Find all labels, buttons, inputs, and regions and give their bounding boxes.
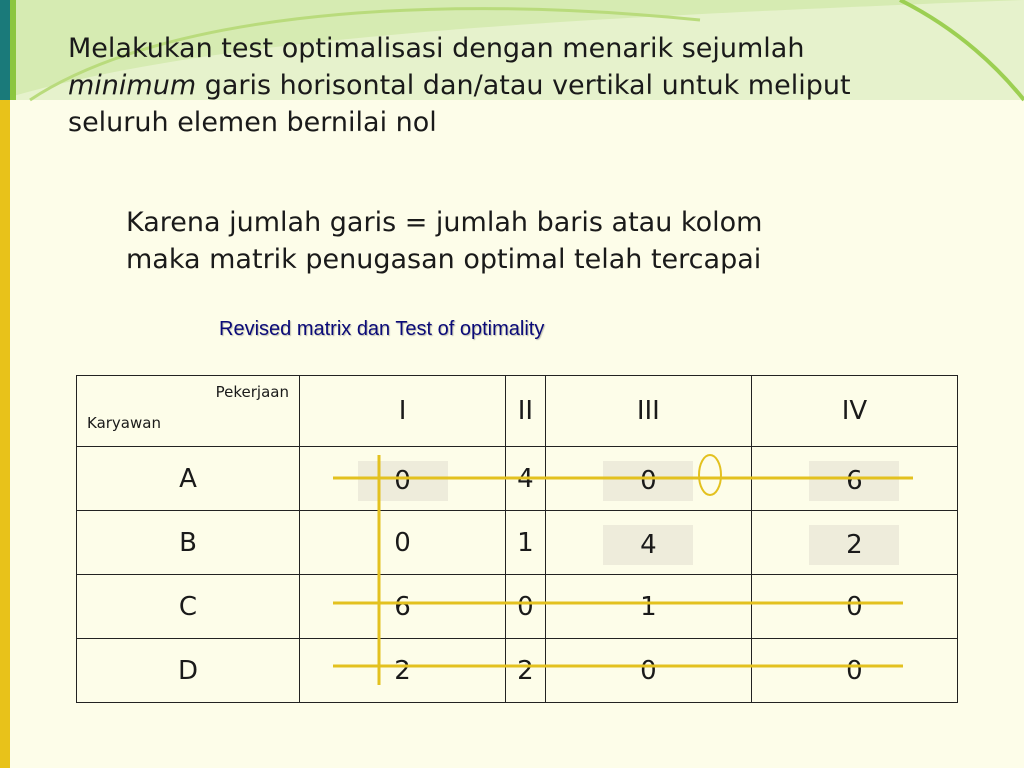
left-accent-yellow bbox=[0, 100, 10, 768]
cell-value: 1 bbox=[517, 527, 534, 558]
conclusion-line-1: Karena jumlah garis = jumlah baris atau kolom bbox=[126, 207, 763, 238]
cell-value: 0 bbox=[603, 461, 693, 501]
cell-a-iv bbox=[751, 447, 957, 511]
column-header-i: I bbox=[300, 376, 506, 447]
intro-line-3: seluruh elemen bernilai nol bbox=[68, 107, 437, 138]
intro-line-2: garis horisontal dan/atau vertikal untuk meliput bbox=[196, 70, 851, 101]
cell-c-ii bbox=[506, 575, 546, 639]
assignment-matrix bbox=[76, 375, 958, 703]
cell-value: 6 bbox=[809, 461, 899, 501]
cell-a-iii bbox=[545, 447, 751, 511]
matrix-caption: Revised matrix dan Test of optimality bbox=[219, 318, 545, 340]
matrix-row-b bbox=[77, 511, 958, 575]
left-accent-teal bbox=[0, 0, 10, 100]
cell-value: 2 bbox=[394, 655, 411, 686]
conclusion-text bbox=[126, 204, 946, 278]
cell-a-ii bbox=[506, 447, 546, 511]
cell-value: 0 bbox=[846, 591, 863, 622]
cell-d-iv bbox=[751, 639, 957, 703]
matrix-row-c bbox=[77, 575, 958, 639]
row-label-c: C bbox=[77, 575, 300, 639]
cell-value: 4 bbox=[517, 463, 534, 494]
row-label-b: B bbox=[77, 511, 300, 575]
cell-value: 2 bbox=[517, 655, 534, 686]
corner-label-karyawan: Karyawan bbox=[87, 414, 161, 432]
cell-d-ii bbox=[506, 639, 546, 703]
matrix-header-row bbox=[77, 376, 958, 447]
cell-value: 0 bbox=[846, 655, 863, 686]
column-header-ii: II bbox=[506, 376, 546, 447]
intro-text bbox=[68, 30, 1018, 141]
cell-value: 0 bbox=[358, 461, 448, 501]
row-label-d: D bbox=[77, 639, 300, 703]
corner-label-pekerjaan: Pekerjaan bbox=[215, 383, 289, 401]
row-label-a: A bbox=[77, 447, 300, 511]
cell-b-i bbox=[300, 511, 506, 575]
cell-b-ii bbox=[506, 511, 546, 575]
cell-value: 1 bbox=[640, 591, 657, 622]
cell-c-iv bbox=[751, 575, 957, 639]
left-accent-green bbox=[10, 0, 16, 100]
cell-d-iii bbox=[545, 639, 751, 703]
conclusion-line-2: maka matrik penugasan optimal telah tercapai bbox=[126, 244, 762, 275]
intro-emphasis: minimum bbox=[68, 70, 197, 101]
cell-value: 0 bbox=[394, 527, 411, 558]
matrix-row-d bbox=[77, 639, 958, 703]
cell-d-i bbox=[300, 639, 506, 703]
cell-value: 6 bbox=[394, 591, 411, 622]
matrix-row-a bbox=[77, 447, 958, 511]
cell-value: 2 bbox=[809, 525, 899, 565]
cell-value: 4 bbox=[603, 525, 693, 565]
column-header-iv: IV bbox=[751, 376, 957, 447]
matrix-corner-cell bbox=[77, 376, 300, 447]
intro-line-1: Melakukan test optimalisasi dengan menarik sejumlah bbox=[68, 33, 805, 64]
cell-c-iii bbox=[545, 575, 751, 639]
cell-a-i bbox=[300, 447, 506, 511]
cell-b-iii bbox=[545, 511, 751, 575]
column-header-iii: III bbox=[545, 376, 751, 447]
cell-value: 0 bbox=[640, 655, 657, 686]
cell-value: 0 bbox=[517, 591, 534, 622]
cell-b-iv bbox=[751, 511, 957, 575]
cell-c-i bbox=[300, 575, 506, 639]
